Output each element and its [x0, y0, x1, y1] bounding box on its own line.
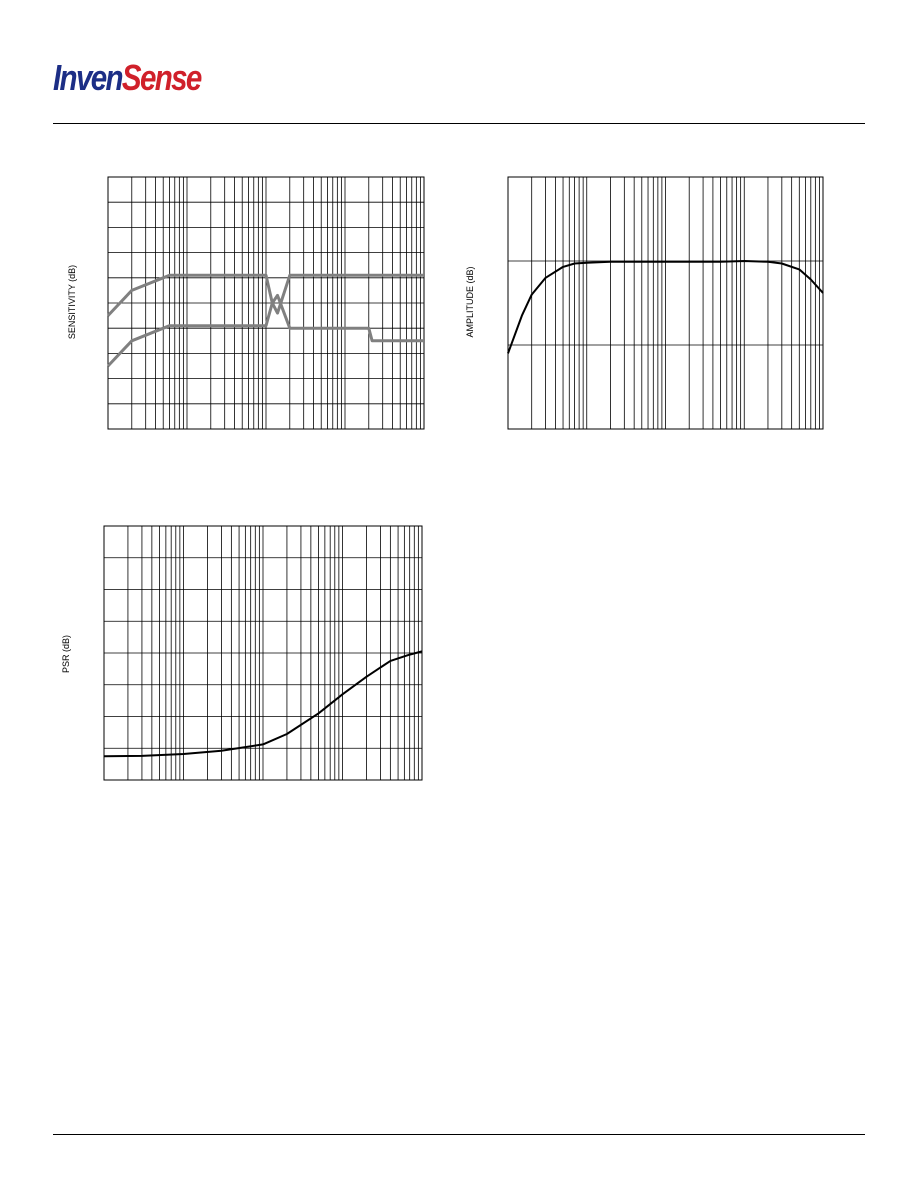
amplitude-chart	[465, 177, 823, 429]
sensitivity-chart	[67, 177, 424, 429]
sensitivity-y-axis-label: SENSITIVITY (dB)	[67, 264, 77, 340]
psr-chart	[61, 526, 422, 780]
logo-part-2: Sense	[121, 57, 201, 98]
psr-y-axis-label: PSR (dB)	[61, 634, 71, 674]
amplitude-y-axis-label: AMPLITUDE (dB)	[465, 266, 475, 338]
logo-part-1: Inven	[53, 57, 122, 98]
